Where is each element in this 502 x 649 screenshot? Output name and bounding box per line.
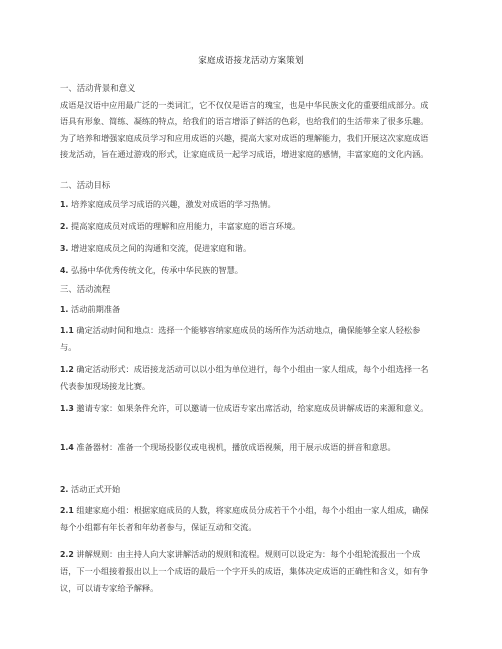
subsection-text: 活动正式开始 — [71, 484, 121, 494]
background-paragraph: 成语是汉语中应用最广泛的一类词汇，它不仅仅是语言的瑰宝，也是中华民族文化的重要组成部分。成语具有形象、简练、凝练的特点，给我们的语言增添了鲜活的色彩，也给我们的生活带来了很多乐趣。为了培养和增强家庭成员学习和应用成语的兴趣，提高大家对成语的理解能力，我们开展这次家庭成语接龙活动，旨在通过游戏的形式，让家庭成员一起学习成语，增进家庭的感情，丰富家庭的文化内涵。 — [60, 100, 429, 160]
process-item — [60, 546, 430, 596]
item-number: 2.1 — [60, 506, 74, 515]
section-heading-background: 一、活动背景和意义 — [60, 83, 136, 93]
section-heading-process: 三、活动流程 — [60, 284, 111, 294]
item-text: 讲解规则：由主持人向大家讲解活动的规则和流程。规则可以设定为：每个小组轮流报出一个成语，下一小组接着报出以上一个成语的最后一个字开头的成语，集体决定成语的正确性和含义，如有争议，可以请专家给予解释。 — [60, 549, 429, 593]
subsection-text: 活动前期准备 — [71, 304, 121, 314]
item-text: 确定活动形式：成语接龙活动可以以小组为单位进行，每个小组由一家人组成，每个小组选择一名代表参加现场接龙比赛。 — [60, 364, 429, 392]
goal-number: 3. — [60, 244, 69, 253]
document-title: 家庭成语接龙活动方案策划 — [198, 56, 304, 66]
item-number: 1.1 — [60, 326, 74, 335]
item-text: 确定活动时间和地点：选择一个能够容纳家庭成员的场所作为活动地点，确保能够全家人轻松参与。 — [60, 325, 421, 353]
goal-item — [60, 240, 430, 257]
goal-item — [60, 196, 430, 213]
item-number: 1.4 — [60, 443, 74, 452]
goal-item — [60, 218, 430, 235]
goal-text: 增进家庭成员之间的沟通和交流，促进家庭和谐。 — [71, 243, 252, 253]
item-number: 1.2 — [60, 365, 74, 374]
process-item — [60, 400, 430, 417]
goal-text: 弘扬中华优秀传统文化，传承中华民族的智慧。 — [71, 265, 243, 275]
goal-number: 2. — [60, 222, 69, 231]
process-item — [60, 439, 430, 456]
section-heading-goals: 二、活动目标 — [60, 180, 111, 190]
subsection-title — [60, 481, 430, 498]
goal-text: 提高家庭成员对成语的理解和应用能力，丰富家庭的语言环境。 — [71, 221, 301, 231]
subsection-title — [60, 301, 430, 318]
process-item — [60, 322, 430, 356]
subsection-number: 2. — [60, 485, 69, 494]
subsection-number: 1. — [60, 305, 69, 314]
goal-item — [60, 262, 430, 279]
item-number: 1.3 — [60, 404, 74, 413]
item-text: 组建家庭小组：根据家庭成员的人数，将家庭成员分成若干个小组，每个小组由一家人组成，确保每个小组都有年长者和年幼者参与，保证互动和交流。 — [60, 505, 429, 533]
goal-text: 培养家庭成员学习成语的兴趣，激发对成语的学习热情。 — [71, 199, 276, 209]
goal-number: 1. — [60, 200, 69, 209]
item-number: 2.2 — [60, 550, 74, 559]
item-text: 准备器材：准备一个现场投影仪或电视机，播放成语视频，用于展示成语的拼音和意思。 — [76, 442, 396, 452]
goal-number: 4. — [60, 266, 69, 275]
process-item — [60, 502, 430, 536]
item-text: 邀请专家：如果条件允许，可以邀请一位成语专家出席活动，给家庭成员讲解成语的来源和意义。 — [76, 403, 429, 413]
process-item — [60, 361, 430, 395]
